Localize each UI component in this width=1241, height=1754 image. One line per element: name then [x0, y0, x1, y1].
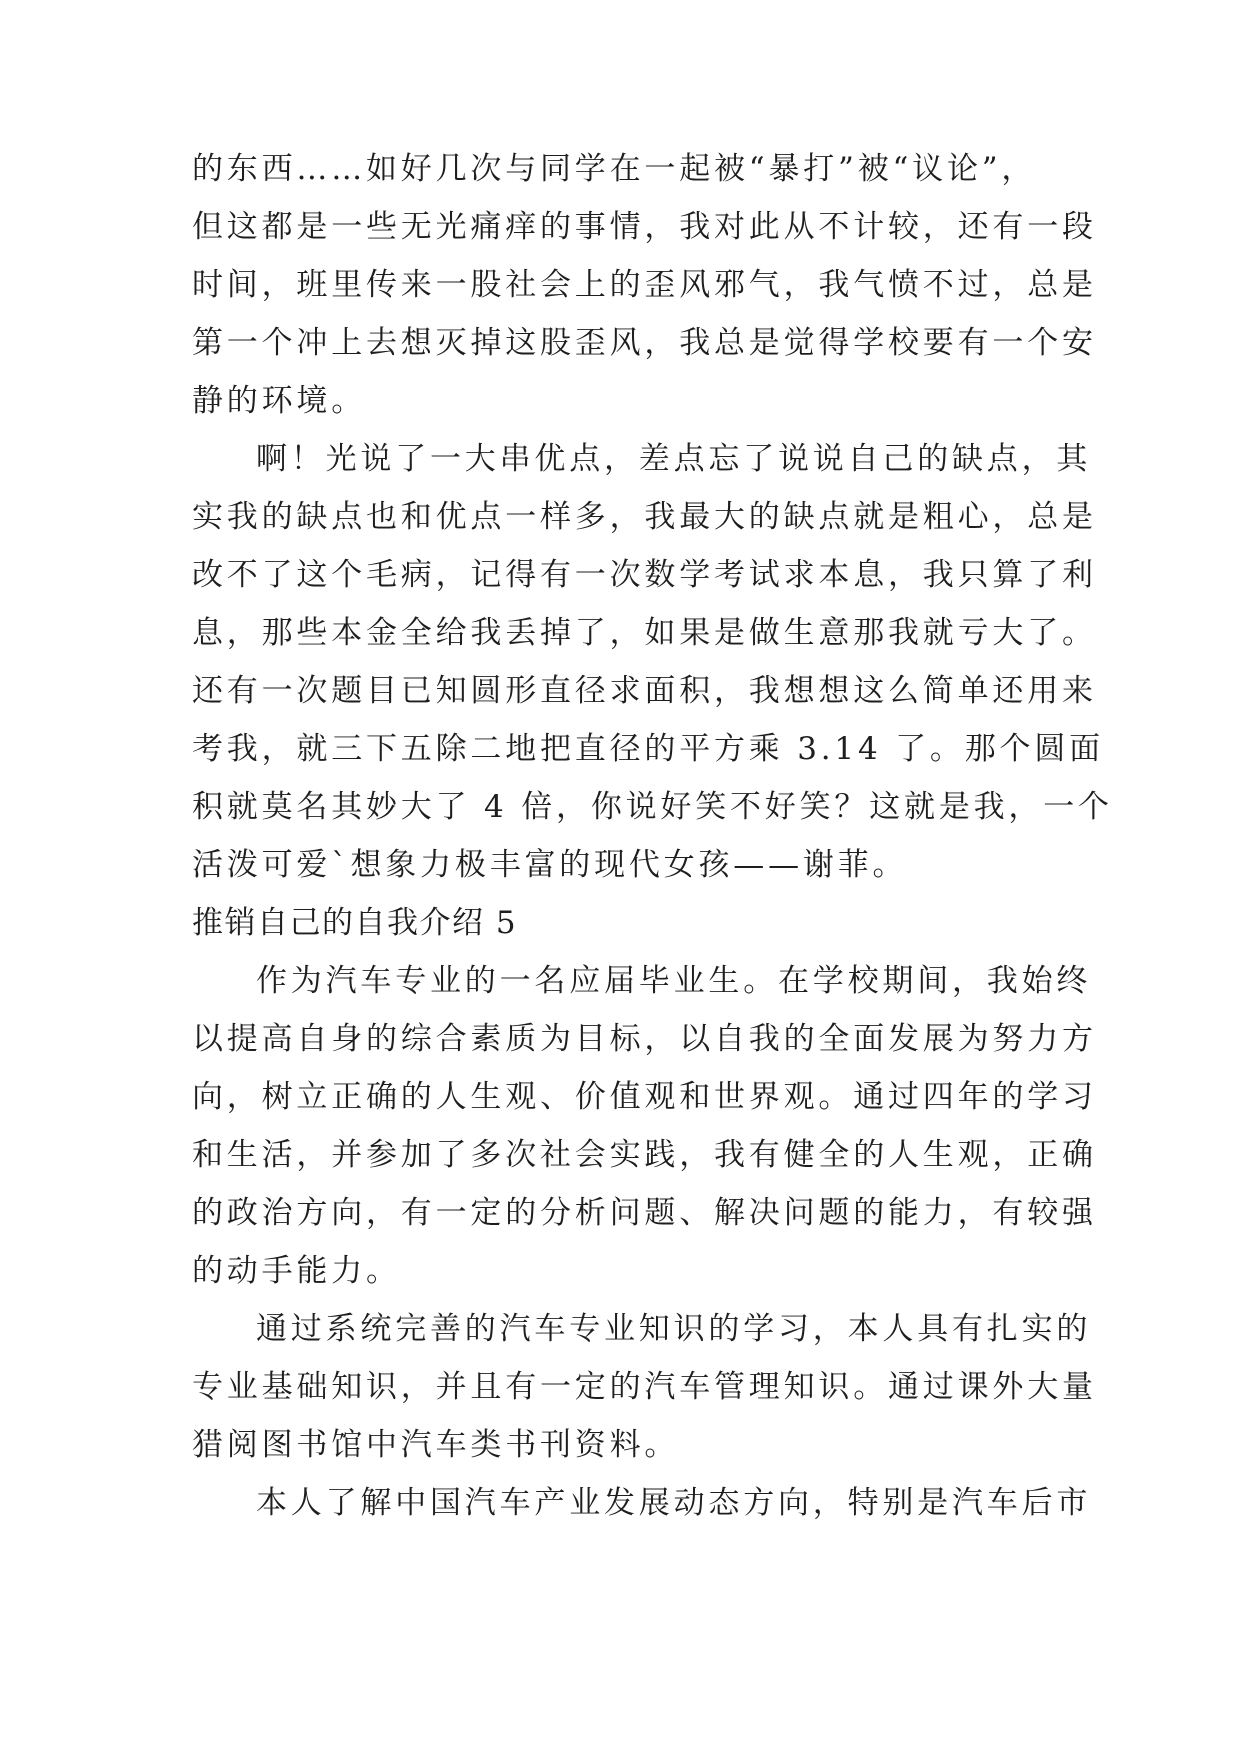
paragraph-line: 本人了解中国汽车产业发展动态方向，特别是汽车后市	[256, 1485, 1092, 1521]
paragraph-line: 实我的缺点也和优点一样多，我最大的缺点就是粗心，总是	[192, 499, 1097, 535]
paragraph-line: 还有一次题目已知圆形直径求面积，我想想这么简单还用来	[192, 673, 1097, 709]
paragraph-line: 作为汽车专业的一名应届毕业生。在学校期间，我始终	[256, 963, 1092, 999]
paragraph-line: 通过系统完善的汽车专业知识的学习，本人具有扎实的	[256, 1311, 1092, 1347]
paragraph-line: 以提高自身的综合素质为目标，以自我的全面发展为努力方	[192, 1021, 1097, 1057]
paragraph-line: 和生活，并参加了多次社会实践，我有健全的人生观，正确	[192, 1137, 1097, 1173]
paragraph-line: 猎阅图书馆中汽车类书刊资料。	[192, 1427, 680, 1463]
section-heading: 推销自己的自我介绍 5	[192, 905, 518, 941]
paragraph-line: 改不了这个毛病，记得有一次数学考试求本息，我只算了利	[192, 557, 1097, 593]
paragraph-line: 的东西……如好几次与同学在一起被“暴打”被“议论”，	[192, 151, 1037, 187]
paragraph-line: 静的环境。	[192, 383, 366, 419]
paragraph-line: 第一个冲上去想灭掉这股歪风，我总是觉得学校要有一个安	[192, 325, 1097, 361]
paragraph-line: 时间，班里传来一股社会上的歪风邪气，我气愤不过，总是	[192, 267, 1097, 303]
paragraph-line: 息，那些本金全给我丢掉了，如果是做生意那我就亏大了。	[192, 615, 1097, 651]
paragraph-line: 向，树立正确的人生观、价值观和世界观。通过四年的学习	[192, 1079, 1097, 1115]
paragraph-line: 但这都是一些无光痛痒的事情，我对此从不计较，还有一段	[192, 209, 1097, 245]
paragraph-line: 考我，就三下五除二地把直径的平方乘 3.14 了。那个圆面	[192, 731, 1104, 767]
paragraph-line: 啊！光说了一大串优点，差点忘了说说自己的缺点，其	[256, 441, 1092, 477]
paragraph-line: 活泼可爱`想象力极丰富的现代女孩——谢菲。	[192, 847, 908, 883]
paragraph-line: 的政治方向，有一定的分析问题、解决问题的能力，有较强	[192, 1195, 1097, 1231]
paragraph-line: 积就莫名其妙大了 4 倍，你说好笑不好笑？这就是我，一个	[192, 789, 1113, 825]
paragraph-line: 的动手能力。	[192, 1253, 401, 1289]
paragraph-line: 专业基础知识，并且有一定的汽车管理知识。通过课外大量	[192, 1369, 1097, 1405]
